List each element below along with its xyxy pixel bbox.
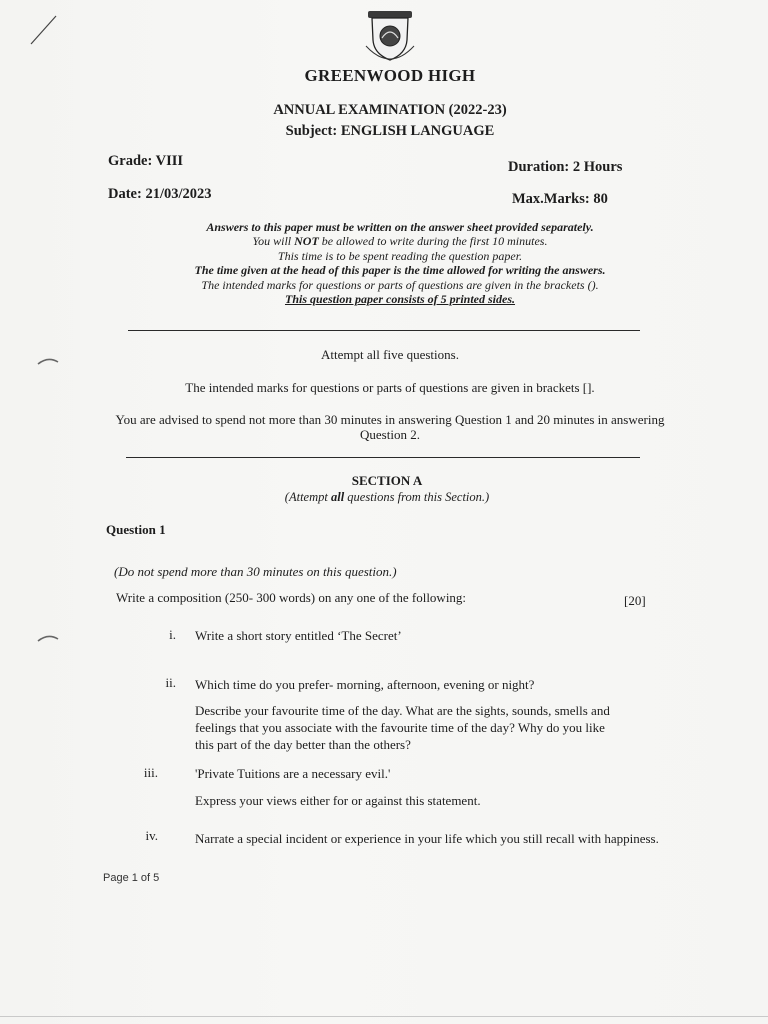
- instructions-block: [130, 220, 670, 306]
- option-detail: Describe your favourite time of the day. What are the sights, sounds, smells and feelings that you associate with the favourite time of the day? Why do you like this part of the day better than the others?: [195, 703, 610, 752]
- duration-label: Duration: 2 Hours: [508, 159, 623, 175]
- divider: [128, 330, 640, 331]
- instruction-line: The intended marks for questions or parts of questions are given in the brackets ().: [201, 277, 599, 292]
- option-number: ii.: [165, 675, 176, 690]
- pen-stroke-mark: [28, 14, 58, 46]
- instruction-line: Answers to this paper must be written on the answer sheet provided separately.: [206, 220, 594, 234]
- option-text: Write a short story entitled ‘The Secret’: [195, 628, 402, 643]
- school-crest-logo: [360, 10, 420, 68]
- instruction-line: This question paper consists of 5 printed sides.: [284, 292, 516, 307]
- option-detail: Express your views either for or against this statement.: [195, 793, 481, 808]
- option-text: Narrate a special incident or experience in your life which you still recall with happiness.: [195, 831, 659, 846]
- section-title: SECTION A: [351, 473, 423, 488]
- school-name: GREENWOOD HIGH: [304, 66, 476, 85]
- instruction-emphasis: NOT: [294, 234, 319, 249]
- max-marks-label: Max.Marks: 80: [512, 191, 608, 207]
- general-instruction: The intended marks for questions or parts of questions are given in brackets [].: [185, 380, 595, 395]
- page-number: Page 1 of 5: [103, 872, 160, 884]
- instruction-text: You will: [252, 234, 295, 249]
- general-instruction: You are advised to spend not more than 30 minutes in answering Question 1 and 20 minutes in answering Question 2.: [115, 412, 665, 442]
- page-edge: [0, 1016, 768, 1017]
- section-subtitle-text: (Attempt: [284, 490, 331, 504]
- option-number: i.: [169, 627, 176, 642]
- question-prompt: Write a composition (250- 300 words) on any one of the following:: [116, 590, 467, 605]
- exam-title: ANNUAL EXAMINATION (2022-23): [273, 102, 507, 118]
- subject-title: Subject: ENGLISH LANGUAGE: [285, 123, 495, 139]
- option-number: iv.: [145, 828, 158, 843]
- date-label: Date: 21/03/2023: [108, 186, 212, 202]
- section-subtitle: [3, 490, 768, 505]
- section-subtitle-emphasis: all: [330, 490, 345, 504]
- option-text: 'Private Tuitions are a necessary evil.': [195, 766, 391, 781]
- general-instruction: Attempt all five questions.: [321, 347, 459, 362]
- question-marks: [20]: [624, 593, 646, 608]
- punch-hole-mark: [36, 356, 60, 366]
- punch-hole-mark: [36, 633, 60, 643]
- option-number: iii.: [143, 765, 158, 780]
- divider: [126, 457, 640, 458]
- question-label: Question 1: [106, 522, 166, 537]
- option-text: Which time do you prefer- morning, afternoon, evening or night?: [195, 677, 535, 692]
- section-subtitle-text: questions from this Section.): [344, 490, 490, 504]
- instruction-line: The time given at the head of this paper is the time allowed for writing the answers.: [194, 263, 606, 278]
- question-note: (Do not spend more than 30 minutes on this question.): [114, 564, 397, 579]
- grade-label: Grade: VIII: [108, 153, 184, 169]
- instruction-line: [130, 234, 670, 248]
- instruction-text: be allowed to write during the first 10 minutes.: [318, 234, 548, 249]
- instruction-line: This time is to be spent reading the question paper.: [277, 248, 523, 263]
